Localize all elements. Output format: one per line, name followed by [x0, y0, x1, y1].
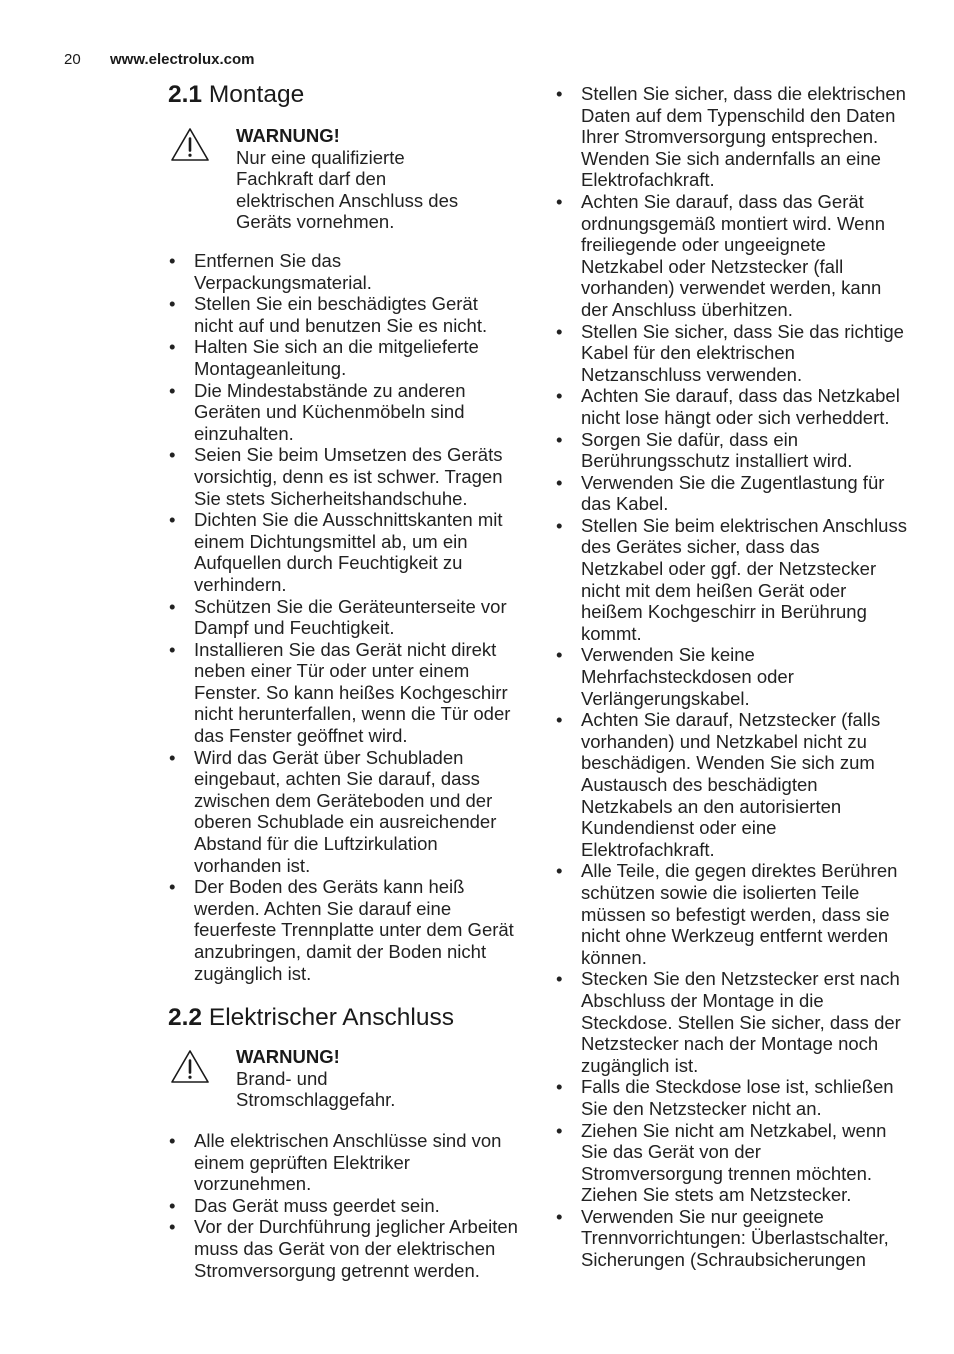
list-item-text: Stecken Sie den Netzstecker erst nach Abschluss der Montage in die Steckdose. Stellen Sie sicher, dass der Netzstecker nach der Montage noch zugänglich ist. [581, 968, 901, 1076]
list-item-text: Ziehen Sie nicht am Netzkabel, wenn Sie das Gerät von der Stromversorgung trennen möchten. Ziehen Sie stets am Netzstecker. [581, 1119, 887, 1206]
list-item [555, 968, 935, 1076]
list-item-text: Entfernen Sie das Verpackungsmaterial. [194, 250, 372, 293]
warning-box [236, 125, 536, 233]
list-item [168, 1195, 528, 1217]
warning-label: WARNUNG! [236, 1046, 340, 1067]
list-item-text: Verwenden Sie nur geeignete Trennvorrichtungen: Überlastschalter, Sicherungen (Schraubsicherungen [581, 1205, 889, 1271]
list-item-text: Achten Sie darauf, dass das Gerät ordnungsgemäß montiert wird. Wenn freiliegende oder ungeeignete Netzkabel oder Netzstecker (fall vorhanden) verwendet werden, kann der Anschluss überhitzen. [581, 190, 886, 320]
list-item [168, 380, 528, 445]
list-item [168, 596, 528, 639]
list-item [168, 509, 528, 595]
bullet-icon [556, 1206, 562, 1228]
bullet-icon [556, 429, 562, 451]
list-item [555, 321, 935, 386]
bullet-icon [169, 1216, 175, 1238]
list-item-text: Vor der Durchführung jeglicher Arbeiten muss das Gerät von der elektrischen Stromversorgung getrennt werden. [194, 1216, 518, 1281]
list-item-text: Das Gerät muss geerdet sein. [194, 1194, 440, 1216]
list-item-text: Schützen Sie die Geräteunterseite vor Dampf und Feuchtigkeit. [194, 595, 507, 639]
bullet-icon [556, 472, 562, 494]
section-title: Elektrischer Anschluss [208, 1004, 454, 1031]
bullet-icon [169, 509, 175, 531]
bullet-icon [169, 747, 175, 769]
bullet-icon [556, 709, 562, 731]
list-item-text: Falls die Steckdose lose ist, schließen Sie den Netzstecker nicht an. [581, 1076, 894, 1119]
list-item [168, 444, 528, 509]
bullet-icon [169, 1195, 175, 1217]
section-heading-montage [168, 81, 304, 109]
bullet-icon [169, 336, 175, 358]
list-item [555, 515, 935, 645]
bullet-icon [556, 860, 562, 882]
list-item-text: Verwenden Sie keine Mehrfachsteckdosen oder Verlängerungskabel. [581, 644, 794, 709]
bullet-icon [556, 1076, 562, 1098]
list-item [168, 1216, 528, 1281]
page-number: 20 [64, 51, 81, 68]
list-item [168, 1130, 528, 1195]
site-url: www.electrolux.com [110, 51, 255, 68]
bullet-icon [169, 639, 175, 661]
list-item-text: Verwenden Sie die Zugentlastung für das Kabel. [581, 471, 885, 515]
list-item [555, 1206, 935, 1271]
list-item [168, 336, 528, 379]
list-item [168, 747, 528, 877]
bullet-icon [169, 876, 175, 898]
list-item [555, 644, 935, 709]
list-item [168, 876, 528, 984]
list-item [168, 293, 528, 336]
list-item-text: Wird das Gerät über Schubladen eingebaut, achten Sie darauf, dass zwischen dem Geräteboden und der oberen Schublade ein ausreichender Abstand für die Luftzirkulation vorhanden ist. [194, 746, 497, 876]
bullet-icon [169, 293, 175, 315]
list-item-text: Alle elektrischen Anschlüsse sind von einem geprüften Elektriker vorzunehmen. [194, 1130, 502, 1195]
list-item [555, 709, 935, 860]
section-title: Montage [208, 81, 305, 108]
warning-text: Nur eine qualifizierte Fachkraft darf den elektrischen Anschluss des Geräts vornehmen. [236, 146, 459, 233]
list-item-text: Der Boden des Geräts kann heiß werden. Achten Sie darauf eine feuerfeste Trennplatte unter dem Gerät anzubringen, damit der Boden nicht zugänglich ist. [194, 876, 514, 984]
list-item [555, 860, 935, 968]
section-heading-anschluss [168, 1004, 454, 1032]
list-item-text: Stellen Sie ein beschädigtes Gerät nicht auf und benutzen Sie es nicht. [194, 293, 488, 336]
list-item-text: Sorgen Sie dafür, dass ein Berührungsschutz installiert wird. [581, 428, 853, 472]
warning-label: WARNUNG! [236, 125, 340, 146]
bullet-icon [169, 444, 175, 466]
list-item-text: Achten Sie darauf, dass das Netzkabel nicht lose hängt oder sich verheddert. [581, 385, 900, 428]
list-item [555, 83, 935, 191]
bullet-icon [556, 1120, 562, 1142]
bullet-icon [556, 515, 562, 537]
list-item-text: Installieren Sie das Gerät nicht direkt neben einer Tür oder unter einem Fenster. So kann heißes Kochgeschirr nicht herunterfallen, wenn die Tür oder das Fenster geöffnet wird. [194, 638, 511, 747]
list-item-text: Dichten Sie die Ausschnittskanten mit einem Dichtungsmittel ab, um ein Aufquellen durch Feuchtigkeit zu verhindern. [194, 509, 503, 595]
list-item-text: Stellen Sie beim elektrischen Anschluss des Gerätes sicher, dass das Netzkabel oder ggf. der Netzstecker nicht mit dem heißen Gerät oder heißem Kochgeschirr in Berührung kommt. [581, 514, 907, 644]
section-number: 2.1 [168, 81, 203, 108]
list-item-text: Seien Sie beim Umsetzen des Geräts vorsichtig, denn es ist schwer. Tragen Sie stets Sicherheitshandschuhe. [194, 444, 503, 509]
anschluss-list-continued [555, 83, 935, 1271]
bullet-icon [169, 380, 175, 402]
warning-text: Brand- und Stromschlaggefahr. [236, 1067, 396, 1111]
list-item [555, 429, 935, 472]
list-item [555, 191, 935, 321]
list-item [555, 1076, 935, 1119]
warning-triangle-icon [171, 127, 209, 162]
list-item-text: Halten Sie sich an die mitgelieferte Montageanleitung. [194, 336, 479, 379]
list-item-text: Stellen Sie sicher, dass die elektrischen Daten auf dem Typenschild den Daten Ihrer Stromversorgung entsprechen. Wenden Sie sich andernfalls an eine Elektrofachkraft. [581, 83, 906, 191]
anschluss-list [168, 1130, 528, 1281]
warning-triangle-icon [171, 1049, 209, 1084]
bullet-icon [556, 321, 562, 343]
list-item [555, 472, 935, 515]
bullet-icon [556, 644, 562, 666]
list-item [168, 250, 528, 293]
bullet-icon [169, 1130, 175, 1152]
bullet-icon [169, 596, 175, 618]
list-item-text: Stellen Sie sicher, dass Sie das richtige Kabel für den elektrischen Netzanschluss verwenden. [581, 320, 904, 385]
list-item-text: Die Mindestabstände zu anderen Geräten und Küchenmöbeln sind einzuhalten. [194, 379, 466, 444]
montage-list [168, 250, 528, 984]
section-number: 2.2 [168, 1004, 203, 1031]
list-item [555, 1120, 935, 1206]
bullet-icon [556, 191, 562, 213]
bullet-icon [169, 250, 175, 272]
list-item-text: Alle Teile, die gegen direktes Berühren schützen sowie die isolierten Teile müssen so befestigt werden, dass sie nicht ohne Werkzeug entfernt werden können. [581, 860, 898, 968]
list-item [168, 639, 528, 747]
bullet-icon [556, 968, 562, 990]
warning-box [236, 1046, 536, 1111]
bullet-icon [556, 83, 562, 105]
bullet-icon [556, 385, 562, 407]
list-item-text: Achten Sie darauf, Netzstecker (falls vorhanden) und Netzkabel nicht zu beschädigen. Wenden Sie sich zum Austausch des beschädigten Netzkabels an den autorisierten Kundendienst oder eine Elektrofachkraft. [581, 709, 881, 860]
list-item [555, 385, 935, 428]
